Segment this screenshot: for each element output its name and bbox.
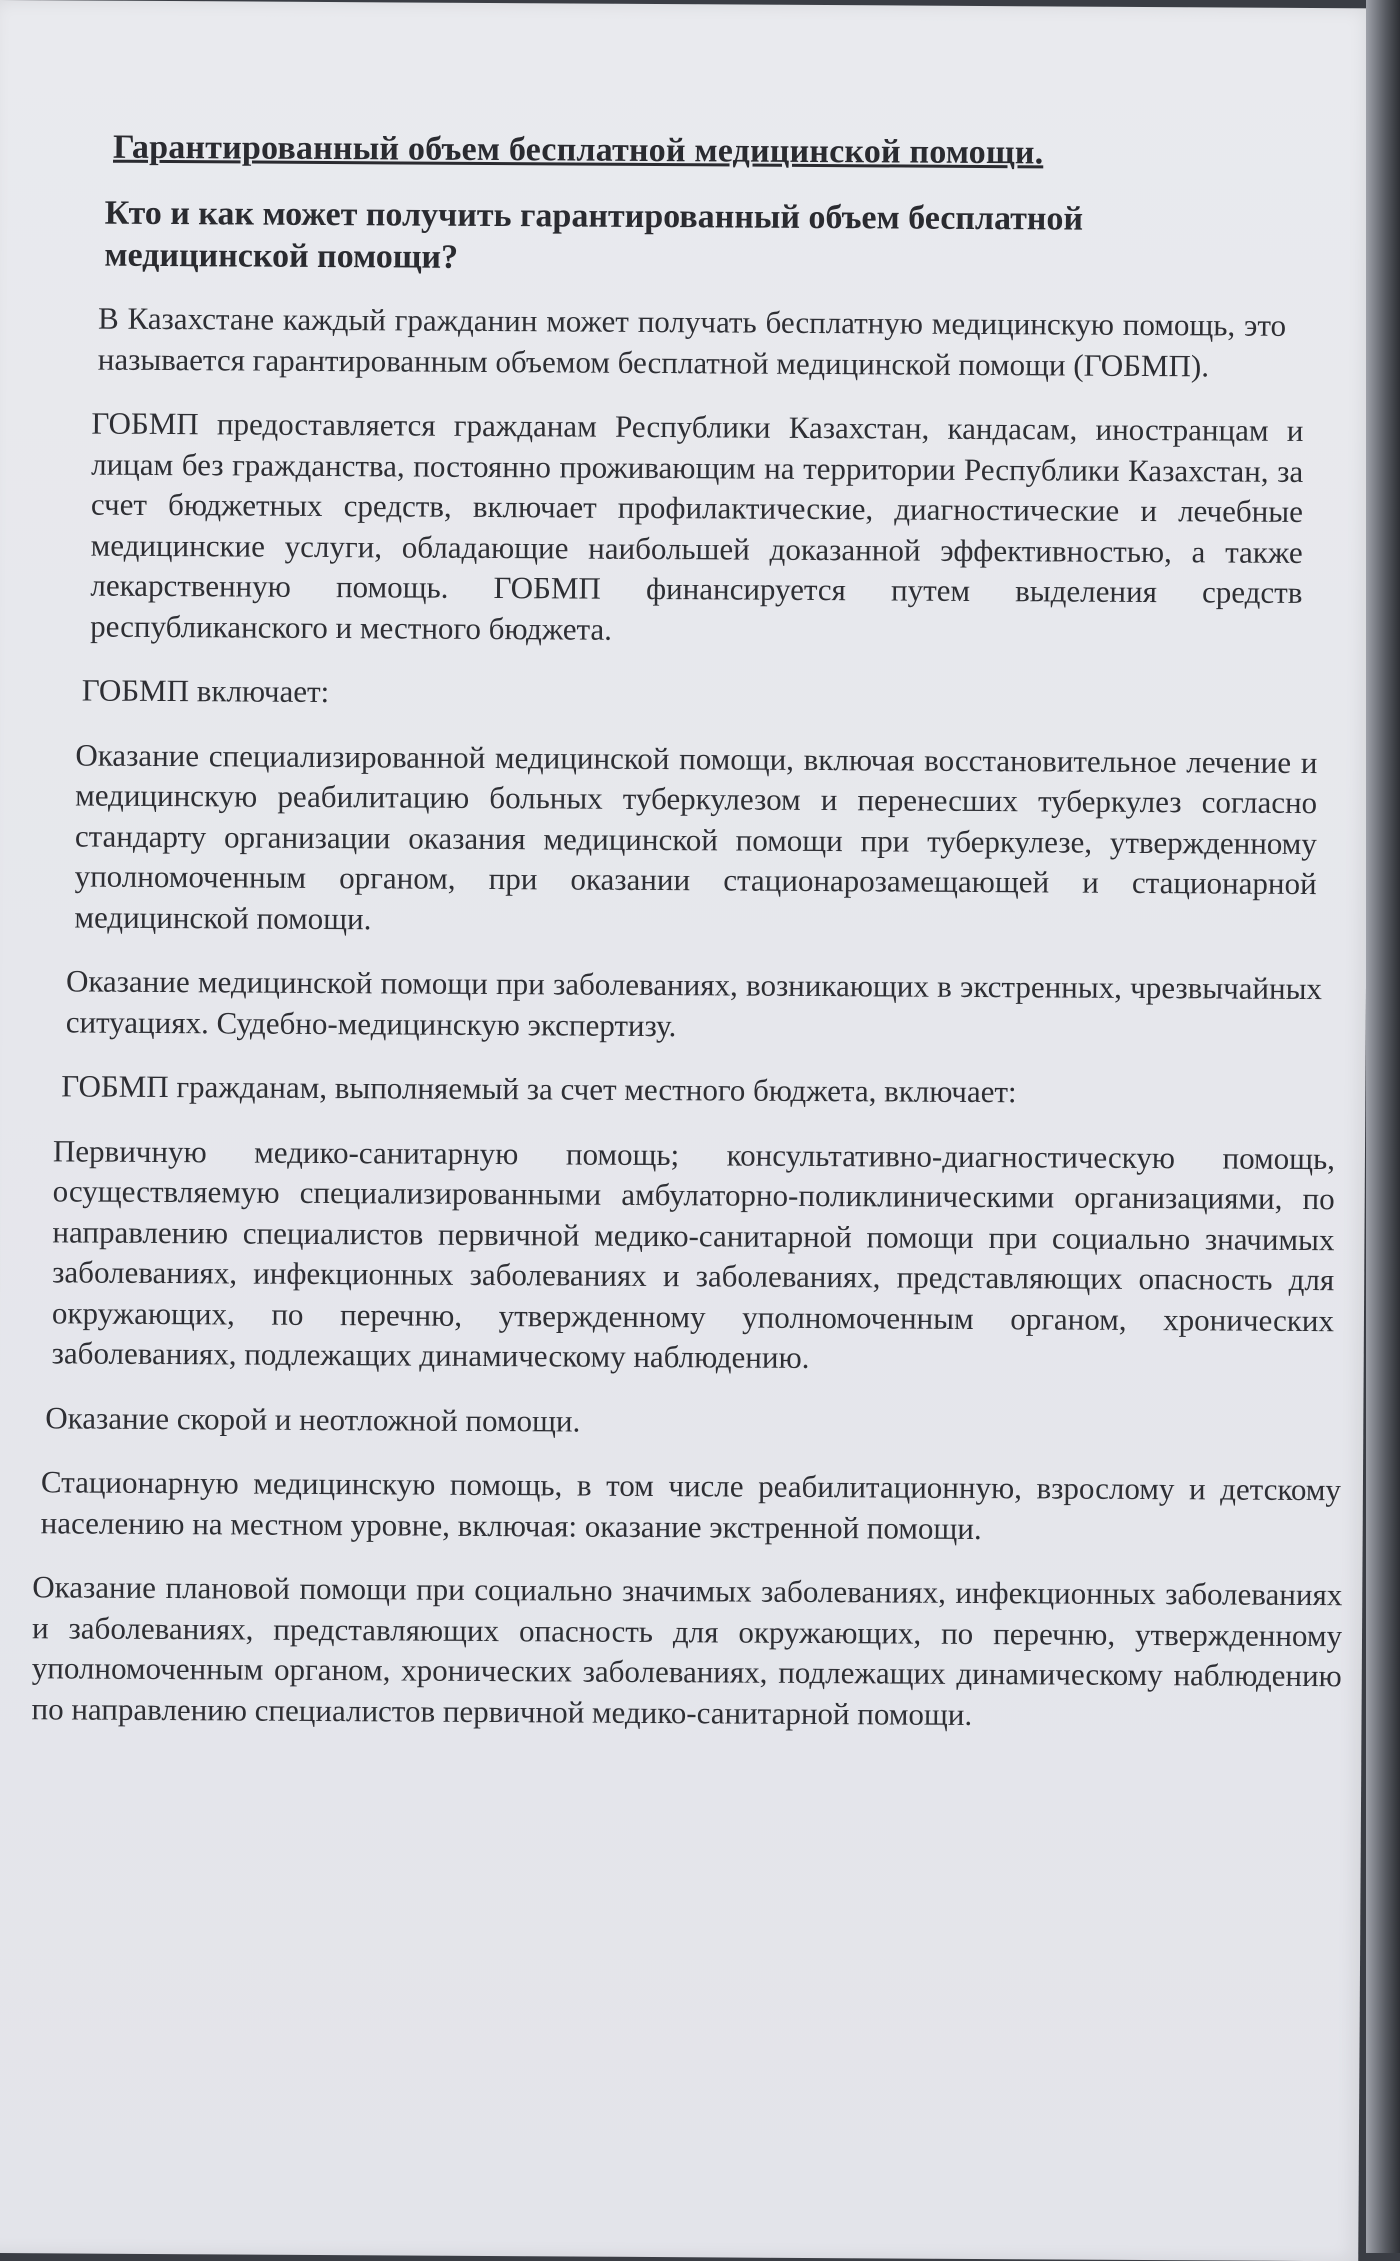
- paragraph-gobmp-includes-heading: ГОБМП включает:: [81, 672, 330, 710]
- document-title: Гарантированный объем бесплатной медицинской помощи.: [112, 128, 1044, 172]
- paragraph-emergency-situations: Оказание медицинской помощи при заболеваниях, возникающих в экстренных, чрезвычайных ситуациях. Судебно-медицинскую экспертизу.: [65, 963, 1323, 1043]
- paragraph-gobmp-provision: ГОБМП предоставляется гражданам Республики Казахстан, кандасам, иностранцам и лицам без гражданства, постоянно проживающим на территории Республики Казахстан, за счет бюджетных средств, включает профилактические, диагностические и лечебные медицинские услуги, обладающие наибольшей доказанной эффективностью, а также лекарственную помощь. ГОБМП финансируется путем выделения средств республиканского и местного бюджета.: [90, 405, 1304, 647]
- paragraph-ambulance: Оказание скорой и неотложной помощи.: [45, 1399, 581, 1439]
- paragraph-inpatient-care: Стационарную медицинскую помощь, в том числе реабилитационную, взрослому и детскому населению на местном уровне, включая: оказание экстренной помощи.: [40, 1464, 1342, 1546]
- document-body: [31, 128, 1343, 1761]
- paragraph-intro: В Казахстане каждый гражданин может получать бесплатную медицинскую помощь, это называется гарантированным объемом бесплатной медицинской помощи (ГОБМП).: [97, 300, 1287, 383]
- paragraph-local-budget-heading: ГОБМП гражданам, выполняемый за счет местного бюджета, включает:: [61, 1068, 1017, 1110]
- document-subtitle: Кто и как может получить гарантированный объем бесплатной медицинской помощи?: [104, 194, 1084, 276]
- paragraph-planned-care: Оказание плановой помощи при социально значимых заболеваниях, инфекционных заболеваниях и заболеваниях, представляющих опасность для окружающих, по перечню, утвержденному уполномоченным органом, хронических заболеваниях, подлежащих динамическому наблюдению по направлению специалистов первичной медико-санитарной помощи.: [31, 1569, 1343, 1732]
- paragraph-primary-care: Первичную медико-санитарную помощь; консультативно-диагностическую помощь, осуществляемую специализированными амбулаторно-поликлиническими организациями, по направлению специалистов первичной медико-санитарной помощи при социально значимых заболеваниях, инфекционных заболеваниях и заболеваниях, представляющих опасность для окружающих, по перечню, утвержденному уполномоченным органом, хронических заболеваниях, подлежащих динамическому наблюдению.: [51, 1132, 1336, 1375]
- paragraph-specialized-care: Оказание специализированной медицинской помощи, включая восстановительное лечение и медицинскую реабилитацию больных туберкулезом и перенесших туберкулез согласно стандарту организации оказания медицинской помощи при туберкулезе, утвержденному уполномоченным органом, при оказании стационарозамещающей и стационарной медицинской помощи.: [74, 736, 1318, 936]
- background-edge: [1366, 0, 1400, 2253]
